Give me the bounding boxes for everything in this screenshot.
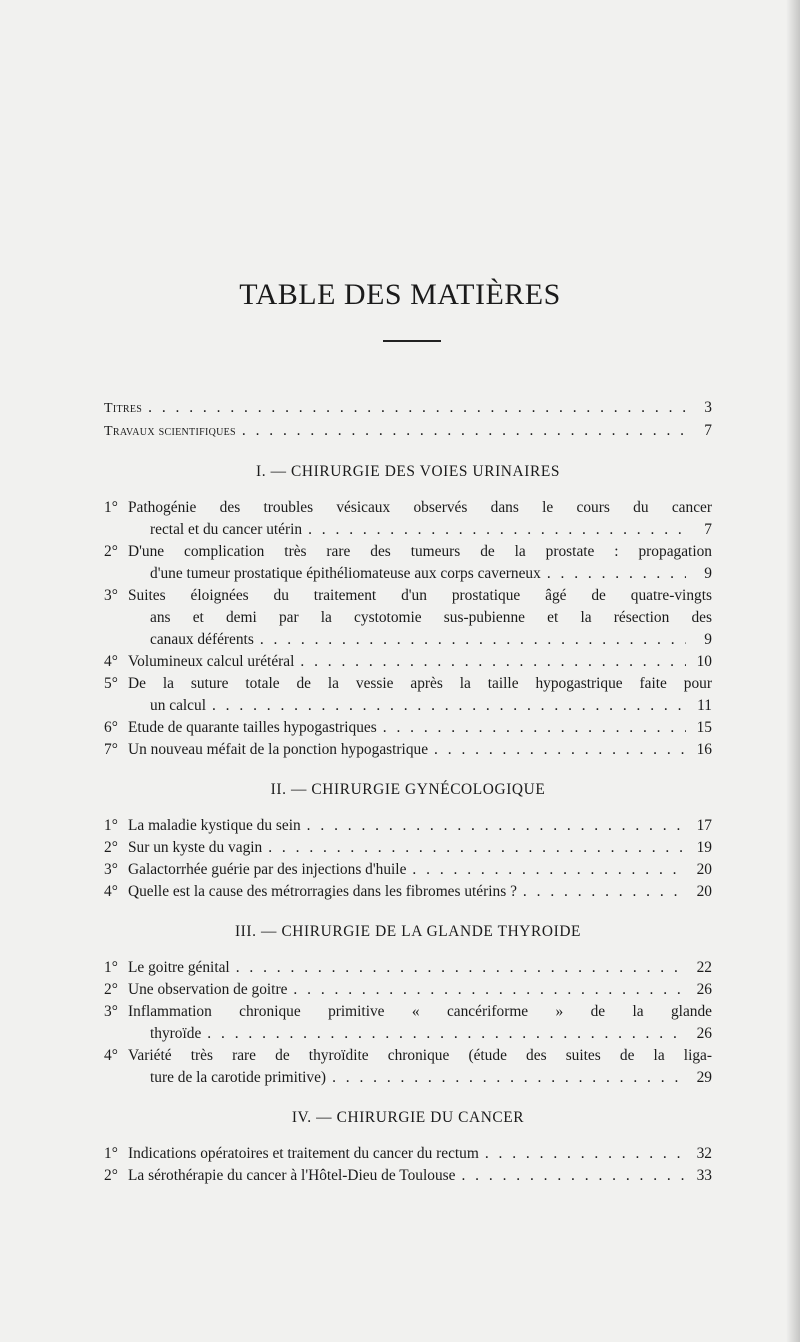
- toc-entry-number: 1°: [104, 959, 118, 976]
- toc-entry-label: Etude de quarante tailles hypogastriques: [128, 719, 377, 736]
- toc-entry-label: Quelle est la cause des métrorragies dans les fibromes utérins ?: [128, 883, 517, 900]
- leader-dots: [547, 563, 686, 585]
- toc-entry-line: [128, 1023, 712, 1045]
- toc-entry-line: [104, 420, 712, 443]
- toc-page-number: 20: [696, 883, 712, 900]
- toc-page-number: 7: [704, 521, 712, 538]
- section-heading: I. — CHIRURGIE DES VOIES URINAIRES: [256, 463, 560, 480]
- toc-entry-label: un calcul: [150, 697, 206, 714]
- toc-entry: [104, 651, 712, 673]
- toc-page-number: 26: [696, 981, 712, 998]
- toc-entry-number: 3°: [104, 587, 118, 604]
- toc-entry-body: [128, 859, 712, 881]
- toc-entry-body: [128, 717, 712, 739]
- toc-entry-line: [128, 717, 712, 739]
- leader-dots: [332, 1067, 686, 1089]
- toc-entry-number: 4°: [104, 653, 118, 670]
- toc-entry-number: 2°: [104, 1167, 118, 1184]
- toc-entry-line: De la suture totale de la vessie après la taille hypogastrique faite pour: [128, 675, 712, 692]
- toc-entry-body: [128, 497, 712, 541]
- toc-entry: [104, 397, 712, 420]
- toc-entry-number: 7°: [104, 741, 118, 758]
- toc-entry-line: [128, 651, 712, 673]
- toc-entry-body: [104, 397, 712, 420]
- leader-dots: [293, 979, 686, 1001]
- section-heading: III. — CHIRURGIE DE LA GLANDE THYROIDE: [234, 923, 582, 940]
- toc-entry-body: [128, 739, 712, 761]
- toc-page-number: 22: [696, 959, 712, 976]
- toc-entry-line: [104, 397, 712, 420]
- toc-entry-body: [128, 881, 712, 903]
- toc-entry-label: ture de la carotide primitive): [150, 1069, 327, 1086]
- leader-dots: [300, 651, 686, 673]
- toc-entry-body: [128, 673, 712, 717]
- toc-entry-line: [128, 629, 712, 651]
- toc-entry: [104, 1001, 712, 1045]
- toc-entry-body: [104, 420, 712, 443]
- toc-section: [104, 779, 712, 903]
- toc-entry-body: [128, 1045, 712, 1089]
- toc-entry-label: Titres: [104, 401, 143, 416]
- leader-dots: [212, 695, 686, 717]
- toc-entry-line: ans et demi par la cystotomie sus-pubienne et la résection des: [150, 609, 712, 626]
- toc-entry-label: thyroïde: [150, 1025, 202, 1042]
- toc-entry-line: [128, 881, 712, 903]
- toc-entry: [104, 1143, 712, 1165]
- toc-page-number: 16: [696, 741, 712, 758]
- toc-entry-body: [128, 541, 712, 585]
- toc-entry-number: 4°: [104, 1047, 118, 1064]
- toc-entry: [104, 717, 712, 739]
- toc-entry-body: [128, 837, 712, 859]
- toc-page-number: 33: [696, 1167, 712, 1184]
- toc-entry-body: [128, 979, 712, 1001]
- toc-sections: [104, 461, 712, 1187]
- toc-entry-label: d'une tumeur prostatique épithéliomateuse aux corps caverneux: [150, 565, 541, 582]
- toc-entry-line: [128, 815, 712, 837]
- toc-page-number: 15: [696, 719, 712, 736]
- table-of-contents: [104, 397, 712, 1187]
- toc-entry-label: Sur un kyste du vagin: [128, 839, 263, 856]
- leader-dots: [523, 881, 686, 903]
- toc-entry: [104, 1165, 712, 1187]
- toc-entry-number: 1°: [104, 817, 118, 834]
- toc-page-number: 10: [696, 653, 712, 670]
- toc-page-number: 29: [696, 1069, 712, 1086]
- toc-entry-body: [128, 1001, 712, 1045]
- toc-entry-line: [128, 957, 712, 979]
- toc-page-number: 26: [696, 1025, 712, 1042]
- toc-entry-line: Inflammation chronique primitive « cancériforme » de la glande: [128, 1003, 712, 1020]
- toc-page-number: 32: [696, 1145, 712, 1162]
- section-heading: II. — CHIRURGIE GYNÉCOLOGIQUE: [270, 781, 546, 798]
- toc-entry: [104, 497, 712, 541]
- toc-page-number: 9: [704, 631, 712, 648]
- toc-entry-label: Un nouveau méfait de la ponction hypogastrique: [128, 741, 429, 758]
- leader-dots: [461, 1165, 686, 1187]
- title-rule: [383, 340, 441, 342]
- toc-entry: [104, 957, 712, 979]
- toc-entry-label: Volumineux calcul urétéral: [128, 653, 295, 670]
- toc-section: [104, 1107, 712, 1187]
- toc-entry-number: 5°: [104, 675, 118, 692]
- toc-entry-line: Suites éloignées du traitement d'un prostatique âgé de quatre-vingts: [128, 587, 712, 604]
- toc-entry-number: 3°: [104, 1003, 118, 1020]
- toc-entry-number: 3°: [104, 861, 118, 878]
- toc-entry-line: [128, 1143, 712, 1165]
- leader-dots: [207, 1023, 686, 1045]
- leader-dots: [383, 717, 686, 739]
- page-edge-shadow: [786, 0, 800, 1342]
- leader-dots: [434, 739, 686, 761]
- toc-section: [104, 921, 712, 1089]
- toc-page-number: 3: [704, 399, 712, 416]
- toc-entry: [104, 859, 712, 881]
- toc-entry-line: D'une complication très rare des tumeurs de la prostate : propagation: [128, 543, 712, 560]
- toc-entry-label: Galactorrhée guérie par des injections d'huile: [128, 861, 407, 878]
- toc-entry-number: 6°: [104, 719, 118, 736]
- toc-entry-number: 4°: [104, 883, 118, 900]
- toc-entry-label: Une observation de goitre: [128, 981, 288, 998]
- toc-entry-number: 2°: [104, 543, 118, 560]
- toc-entry: [104, 815, 712, 837]
- toc-entry-line: [128, 519, 712, 541]
- leader-dots: [236, 957, 686, 979]
- toc-entry-label: La sérothérapie du cancer à l'Hôtel-Dieu de Toulouse: [128, 1167, 456, 1184]
- toc-entry: [104, 1045, 712, 1089]
- leader-dots: [268, 837, 686, 859]
- toc-page-number: 20: [696, 861, 712, 878]
- toc-entry-label: Le goitre génital: [128, 959, 230, 976]
- toc-entry-label: rectal et du cancer utérin: [150, 521, 303, 538]
- toc-entry-body: [128, 957, 712, 979]
- toc-entry-line: Pathogénie des troubles vésicaux observés dans le cours du cancer: [128, 499, 712, 516]
- toc-entry-line: [128, 563, 712, 585]
- toc-entry-line: [128, 1067, 712, 1089]
- toc-entry-line: [128, 695, 712, 717]
- toc-entry: [104, 585, 712, 651]
- toc-entry: [104, 541, 712, 585]
- leader-dots: [412, 859, 686, 881]
- leader-dots: [260, 629, 686, 651]
- toc-entry-body: [128, 585, 712, 651]
- toc-entry-number: 2°: [104, 839, 118, 856]
- toc-entry-line: [128, 837, 712, 859]
- preliminary-entries: [104, 397, 712, 443]
- toc-entry-line: [128, 859, 712, 881]
- leader-dots: [148, 397, 686, 419]
- toc-entry-body: [128, 651, 712, 673]
- leader-dots: [242, 420, 686, 442]
- toc-entry-line: [128, 1165, 712, 1187]
- toc-entry-body: [128, 815, 712, 837]
- toc-entry: [104, 420, 712, 443]
- toc-entry: [104, 739, 712, 761]
- toc-entry-line: Variété très rare de thyroïdite chronique (étude des suites de la liga-: [128, 1047, 712, 1064]
- toc-entry-line: [128, 739, 712, 761]
- toc-entry-number: 2°: [104, 981, 118, 998]
- leader-dots: [308, 519, 686, 541]
- leader-dots: [307, 815, 686, 837]
- toc-entry: [104, 881, 712, 903]
- toc-entry-label: La maladie kystique du sein: [128, 817, 301, 834]
- toc-entry-label: Travaux scientifiques: [104, 424, 236, 439]
- toc-entry-line: [128, 979, 712, 1001]
- toc-entry: [104, 979, 712, 1001]
- page-title: TABLE DES MATIÈRES: [239, 278, 561, 311]
- toc-page-number: 17: [696, 817, 712, 834]
- section-heading: IV. — CHIRURGIE DU CANCER: [291, 1109, 525, 1126]
- toc-entry-label: canaux déférents: [150, 631, 254, 648]
- toc-entry-body: [128, 1143, 712, 1165]
- toc-page-number: 11: [697, 697, 712, 714]
- toc-page-number: 9: [704, 565, 712, 582]
- toc-entry-label: Indications opératoires et traitement du cancer du rectum: [128, 1145, 479, 1162]
- toc-page-number: 7: [704, 422, 712, 439]
- toc-entry-number: 1°: [104, 499, 118, 516]
- toc-entry: [104, 837, 712, 859]
- toc-section: [104, 461, 712, 761]
- leader-dots: [485, 1143, 686, 1165]
- toc-entry-body: [128, 1165, 712, 1187]
- toc-page-number: 19: [696, 839, 712, 856]
- toc-entry: [104, 673, 712, 717]
- toc-entry-number: 1°: [104, 1145, 118, 1162]
